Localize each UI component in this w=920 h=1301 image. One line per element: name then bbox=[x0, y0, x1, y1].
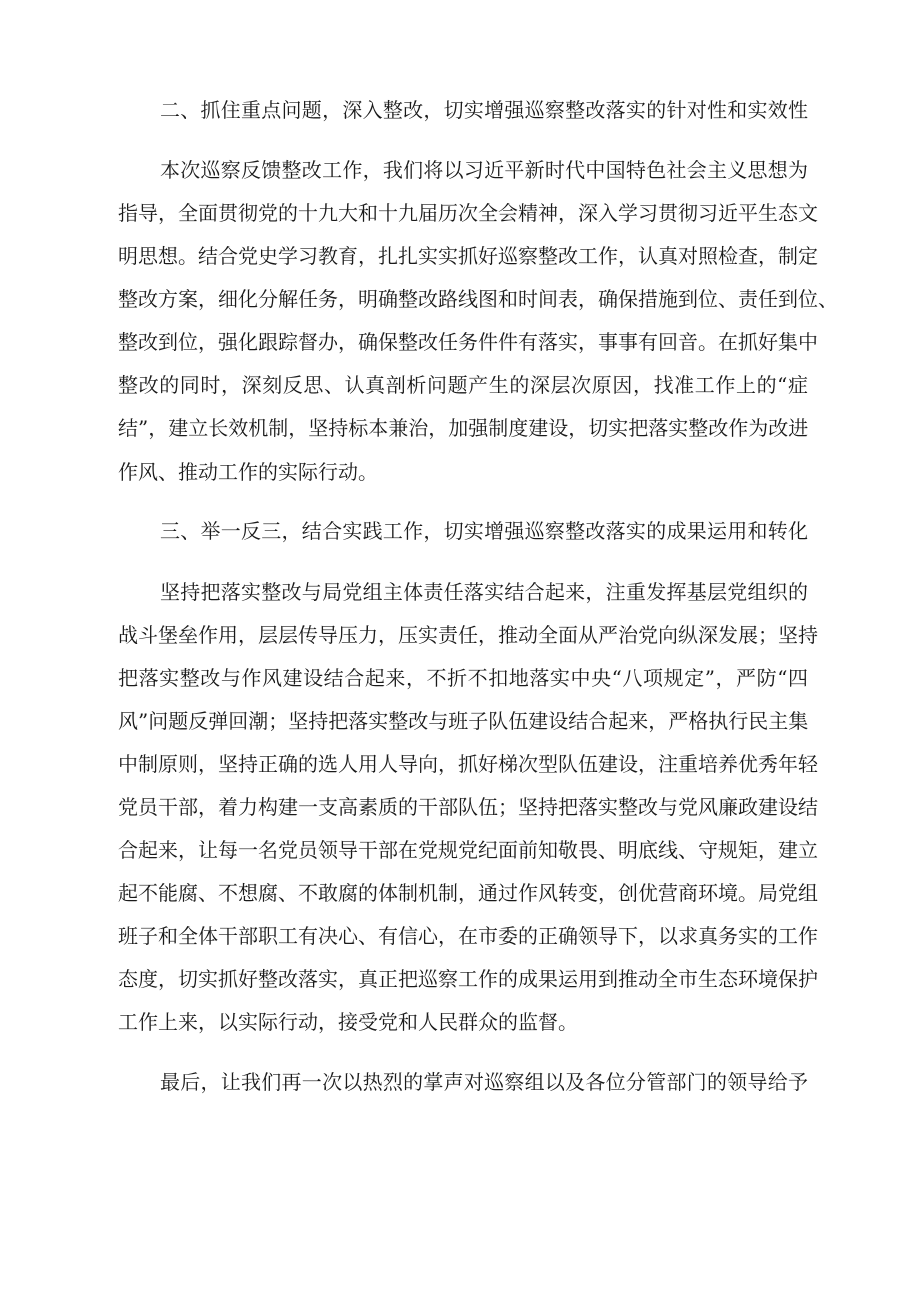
paragraph-2-line: 中制原则，坚持正确的选人用人导向，抓好梯次型队伍建设，注重培养优秀年轻 bbox=[118, 752, 818, 776]
section-heading-3: 三、举一反三，结合实践工作，切实增强巡察整改落实的成果运用和转化 bbox=[160, 519, 808, 543]
paragraph-1-line: 作风、推动工作的实际行动。 bbox=[118, 460, 378, 484]
paragraph-1-line: 整改到位，强化跟踪督办，确保整改任务件件有落实，事事有回音。在抓好集中 bbox=[118, 330, 818, 354]
paragraph-2-line: 班子和全体干部职工有决心、有信心，在市委的正确领导下，以求真务实的工作 bbox=[118, 924, 818, 948]
paragraph-1-line: 指导，全面贯彻党的十九大和十九届历次全会精神，深入学习贯彻习近平生态文 bbox=[118, 201, 818, 225]
paragraph-2-line: 起不能腐、不想腐、不敢腐的体制机制，通过作风转变，创优营商环境。局党组 bbox=[118, 881, 818, 905]
paragraph-2-line: 战斗堡垒作用，层层传导压力，压实责任，推动全面从严治党向纵深发展；坚持 bbox=[118, 623, 818, 647]
paragraph-1-line: 整改的同时，深刻反思、认真剖析问题产生的深层次原因，找准工作上的“症 bbox=[118, 373, 808, 397]
paragraph-1-line: 本次巡察反馈整改工作，我们将以习近平新时代中国特色社会主义思想为 bbox=[160, 158, 808, 182]
paragraph-2-line: 工作上来，以实际行动，接受党和人民群众的监督。 bbox=[118, 1010, 578, 1034]
paragraph-2-line: 坚持把落实整改与局党组主体责任落实结合起来，注重发挥基层党组织的 bbox=[160, 580, 808, 604]
paragraph-2-line: 把落实整改与作风建设结合起来，不折不扣地落实中央“八项规定”，严防“四 bbox=[118, 666, 808, 690]
paragraph-1-line: 整改方案，细化分解任务，明确整改路线图和时间表，确保措施到位、责任到位、 bbox=[118, 287, 838, 311]
paragraph-2-line: 态度，切实抓好整改落实，真正把巡察工作的成果运用到推动全市生态环境保护 bbox=[118, 967, 818, 991]
paragraph-1-line: 结”，建立长效机制，坚持标本兼治，加强制度建设，切实把落实整改作为改进 bbox=[118, 416, 809, 440]
paragraph-3-line: 最后，让我们再一次以热烈的掌声对巡察组以及各位分管部门的领导给予 bbox=[160, 1070, 808, 1094]
paragraph-2-line: 风”问题反弹回潮；坚持把落实整改与班子队伍建设结合起来，严格执行民主集 bbox=[118, 709, 809, 733]
paragraph-1-line: 明思想。结合党史学习教育，扎扎实实抓好巡察整改工作，认真对照检查，制定 bbox=[118, 244, 818, 268]
section-heading-2: 二、抓住重点问题，深入整改，切实增强巡察整改落实的针对性和实效性 bbox=[160, 98, 808, 122]
paragraph-2-line: 合起来，让每一名党员领导干部在党规党纪面前知敬畏、明底线、守规矩，建立 bbox=[118, 838, 818, 862]
paragraph-2-line: 党员干部，着力构建一支高素质的干部队伍；坚持把落实整改与党风廉政建设结 bbox=[118, 795, 818, 819]
